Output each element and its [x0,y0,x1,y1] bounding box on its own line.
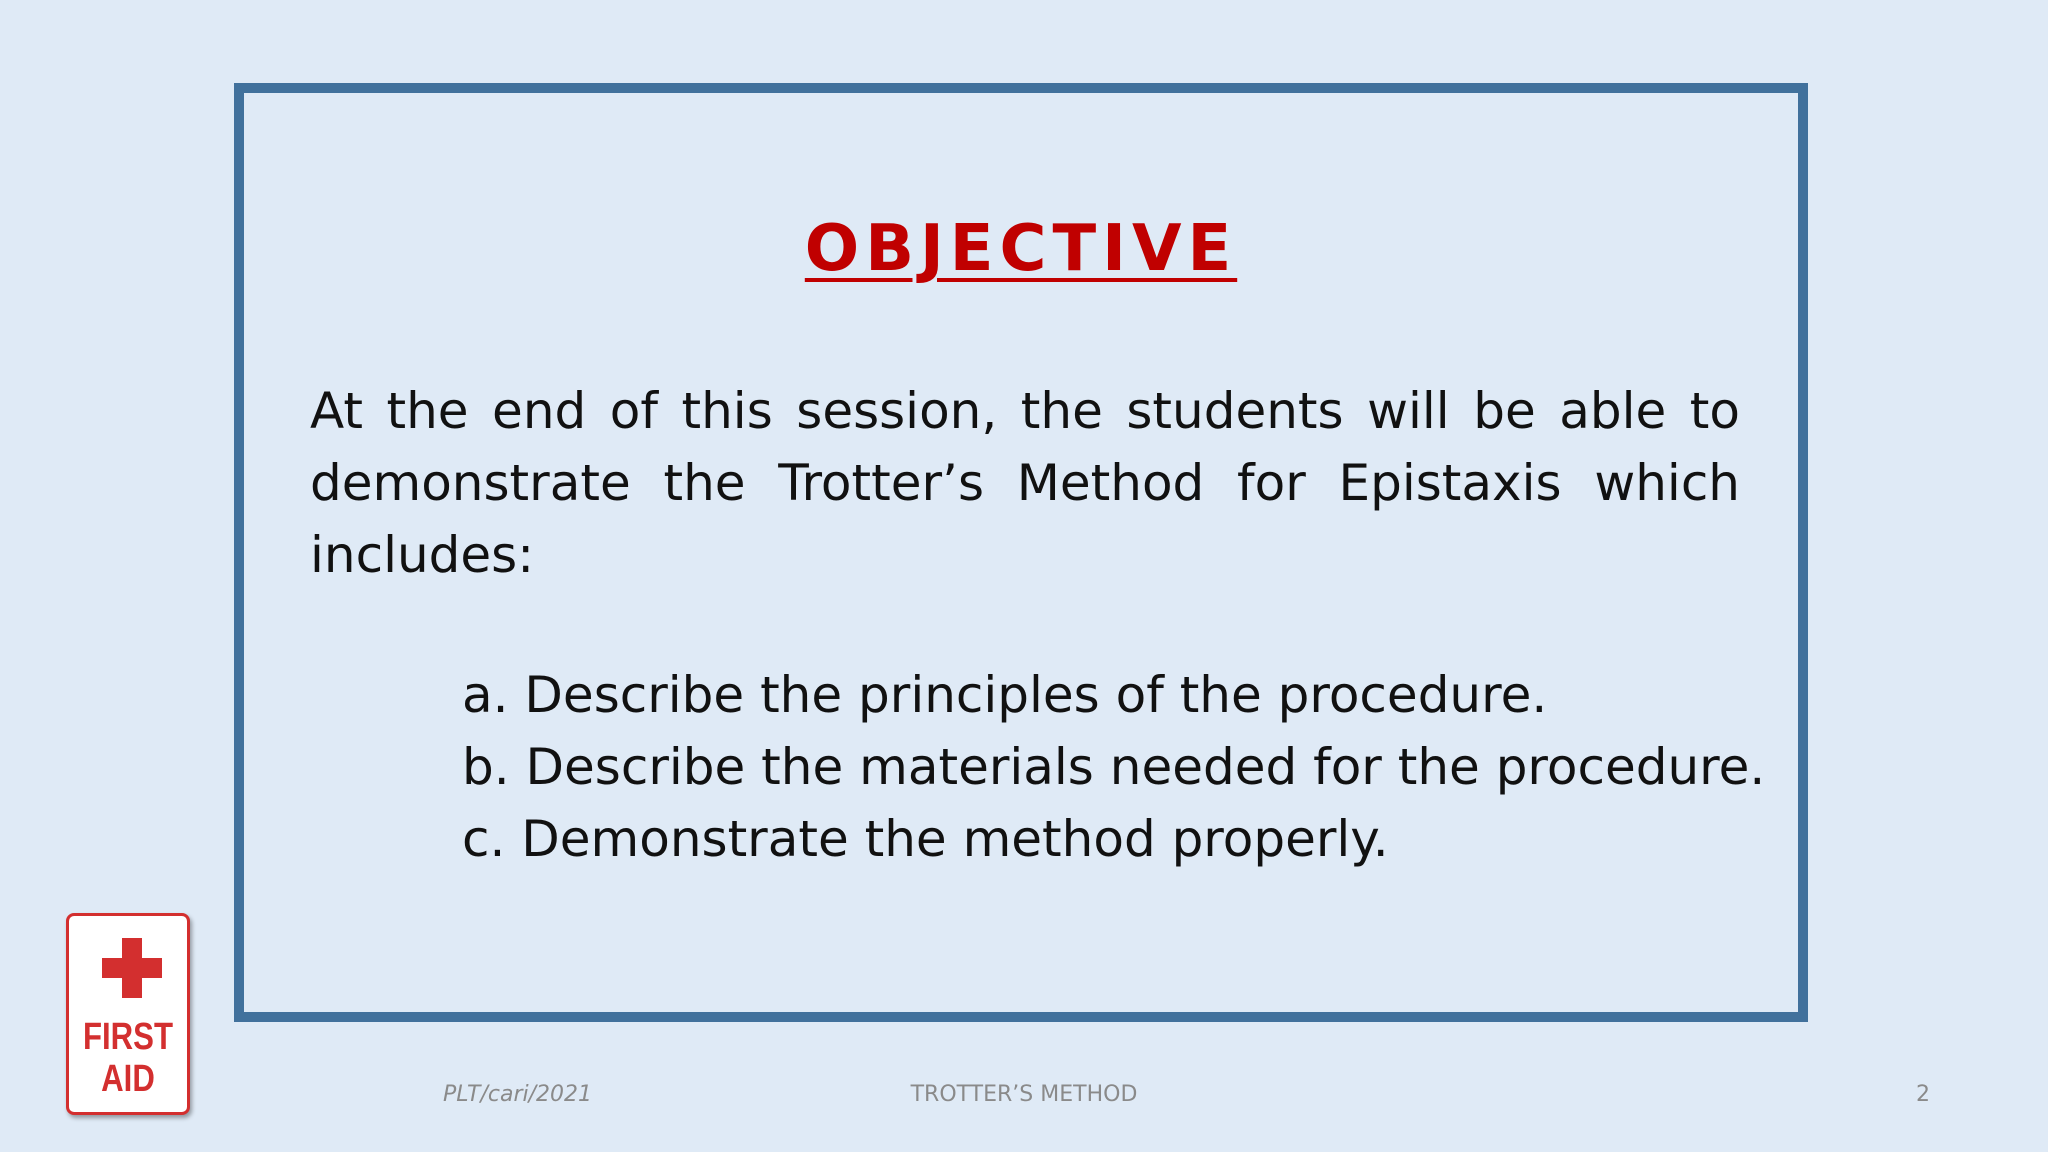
slide-title: OBJECTIVE [804,212,1238,286]
intro-paragraph: At the end of this session, the students will be able to demonstrate the Trotter’s Method for Epistaxis which includes: [310,382,1740,584]
objective-list [462,659,1765,875]
badge-line-first: FIRST [82,1016,174,1058]
badge-line-aid: AID [101,1058,155,1100]
list-item: b. Describe the materials needed for the procedure. [462,738,1766,796]
footer-title: TROTTER’S METHOD [910,1082,1138,1107]
footer-author-code: PLT/cari/2021 [443,1082,593,1107]
page-number: 2 [1916,1082,1930,1107]
slide-content-frame [234,83,1808,1022]
red-cross-icon [102,938,162,998]
list-item: c. Demonstrate the method properly. [462,810,1389,868]
list-item: a. Describe the principles of the procedure. [462,666,1548,724]
